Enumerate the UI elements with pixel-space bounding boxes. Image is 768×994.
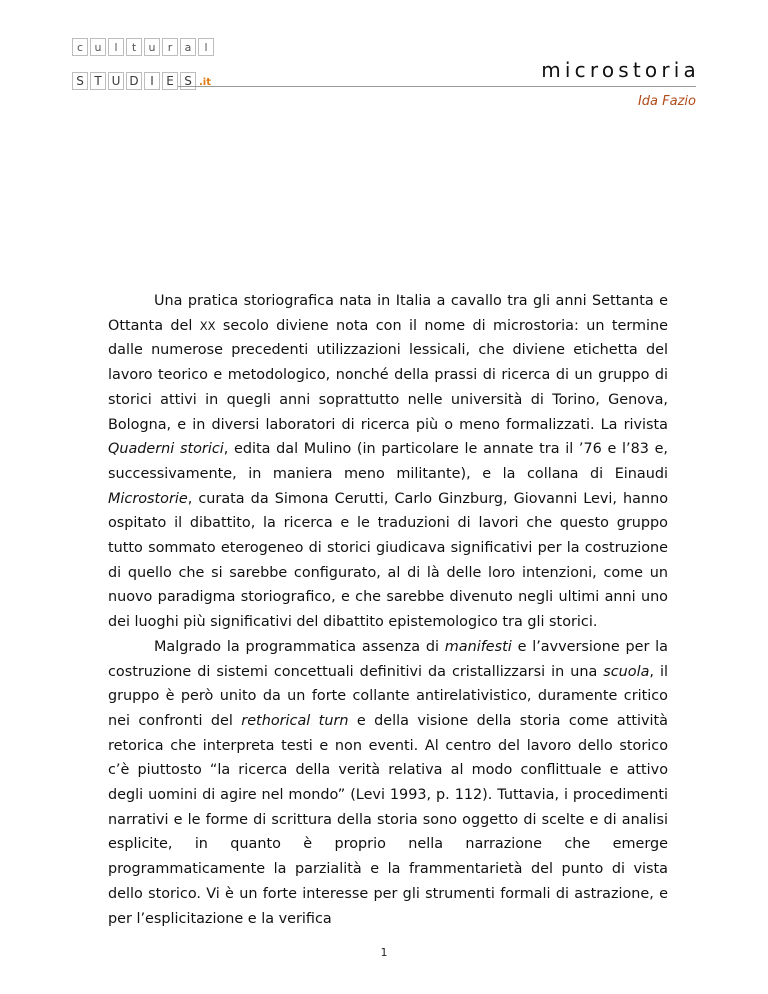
logo-letter-box: t bbox=[126, 38, 142, 56]
text-run: Una pratica storiografica nata in Italia a cavallo tra gli anni Settanta e Ottanta del bbox=[108, 293, 668, 334]
cultural-studies-logo bbox=[72, 38, 216, 90]
paragraph bbox=[108, 635, 668, 931]
text-run: Malgrado la programmatica assenza di bbox=[154, 638, 445, 655]
logo-letter-box: c bbox=[72, 38, 88, 56]
header-divider bbox=[178, 86, 696, 87]
logo-letter-box: S bbox=[180, 72, 196, 90]
italic-text: scuola bbox=[603, 663, 650, 680]
logo-suffix: .it bbox=[199, 77, 212, 88]
logo-letter-box: S bbox=[72, 72, 88, 90]
text-run: e della visione della storia come attività retorica che interpreta testi e non eventi. Al centro del lavoro dello storico c’è piuttosto “la ricerca della verità relativa al modo conflittuale e attivo degli uomini di agire nel mondo” (Levi 1993, p. 112). Tuttavia, i procedimenti narrativi e le forme di scrittura della storia sono oggetto di scelte e di analisi esplicite, in quanto è proprio nella narrazione che emerge programmaticamente la parzialità e la frammentarietà del punto di vista dello storico. Vi è un forte interesse per gli strumenti formali di astrazione, e per l’esplicitazione e la verifica bbox=[108, 712, 668, 927]
logo-row-studies bbox=[72, 72, 216, 90]
page-number: 1 bbox=[380, 946, 388, 959]
text-run: , il gruppo è però unito da un forte collante antirelativistico, duramente critico nei confronti del bbox=[108, 663, 668, 729]
logo-letter-box: I bbox=[144, 72, 160, 90]
logo-letter-box: l bbox=[198, 38, 214, 56]
document-title: microstoria bbox=[541, 58, 700, 82]
logo-letter-box: a bbox=[180, 38, 196, 56]
text-run: , curata da Simona Cerutti, Carlo Ginzburg, Giovanni Levi, hanno ospitato il dibattito, la ricerca e le traduzioni di lavori che questo gruppo tutto sommato eterogeneo di storici giudicava significativi per la costruzione di quello che si sarebbe configurato, al di là delle loro intenzioni, come un nuovo paradigma storiografico, e che sarebbe divenuto negli ultimi anni uno dei luoghi più significativi del dibattito epistemologico tra gli storici. bbox=[108, 490, 668, 631]
text-run: e l’avversione per la costruzione di sistemi concettuali definitivi da cristallizzarsi in una bbox=[108, 638, 668, 680]
logo-letter-box: u bbox=[144, 38, 160, 56]
small-caps-text: XX bbox=[199, 318, 216, 333]
italic-text: Quaderni storici bbox=[108, 441, 224, 458]
logo-letter-box: u bbox=[90, 38, 106, 56]
italic-text: manifesti bbox=[444, 638, 512, 655]
logo-letter-box: U bbox=[108, 72, 124, 90]
logo-row-cultural bbox=[72, 38, 216, 56]
author-name: Ida Fazio bbox=[637, 94, 696, 109]
logo-letter-box: l bbox=[108, 38, 124, 56]
article-body bbox=[108, 289, 668, 931]
logo-letter-box: E bbox=[162, 72, 178, 90]
paragraph bbox=[108, 289, 668, 635]
logo-letter-box: T bbox=[90, 72, 106, 90]
logo-letter-box: D bbox=[126, 72, 142, 90]
italic-text: rethorical turn bbox=[241, 712, 349, 729]
italic-text: Microstorie bbox=[108, 490, 188, 507]
text-run: secolo diviene nota con il nome di microstoria: un termine dalle numerose precedenti utilizzazioni lessicali, che diviene etichetta del lavoro teorico e metodologico, nonché della prassi di ricerca di un gruppo di storici attivi in quegli anni soprattutto nelle università di Torino, Genova, Bologna, e in diversi laboratori di ricerca più o meno formalizzati. La rivista bbox=[108, 317, 668, 433]
logo-letter-box: r bbox=[162, 38, 178, 56]
text-run: , edita dal Mulino (in particolare le annate tra il ’76 e l’83 e, successivamente, in maniera meno militante), e la collana di Einaudi bbox=[108, 441, 668, 482]
